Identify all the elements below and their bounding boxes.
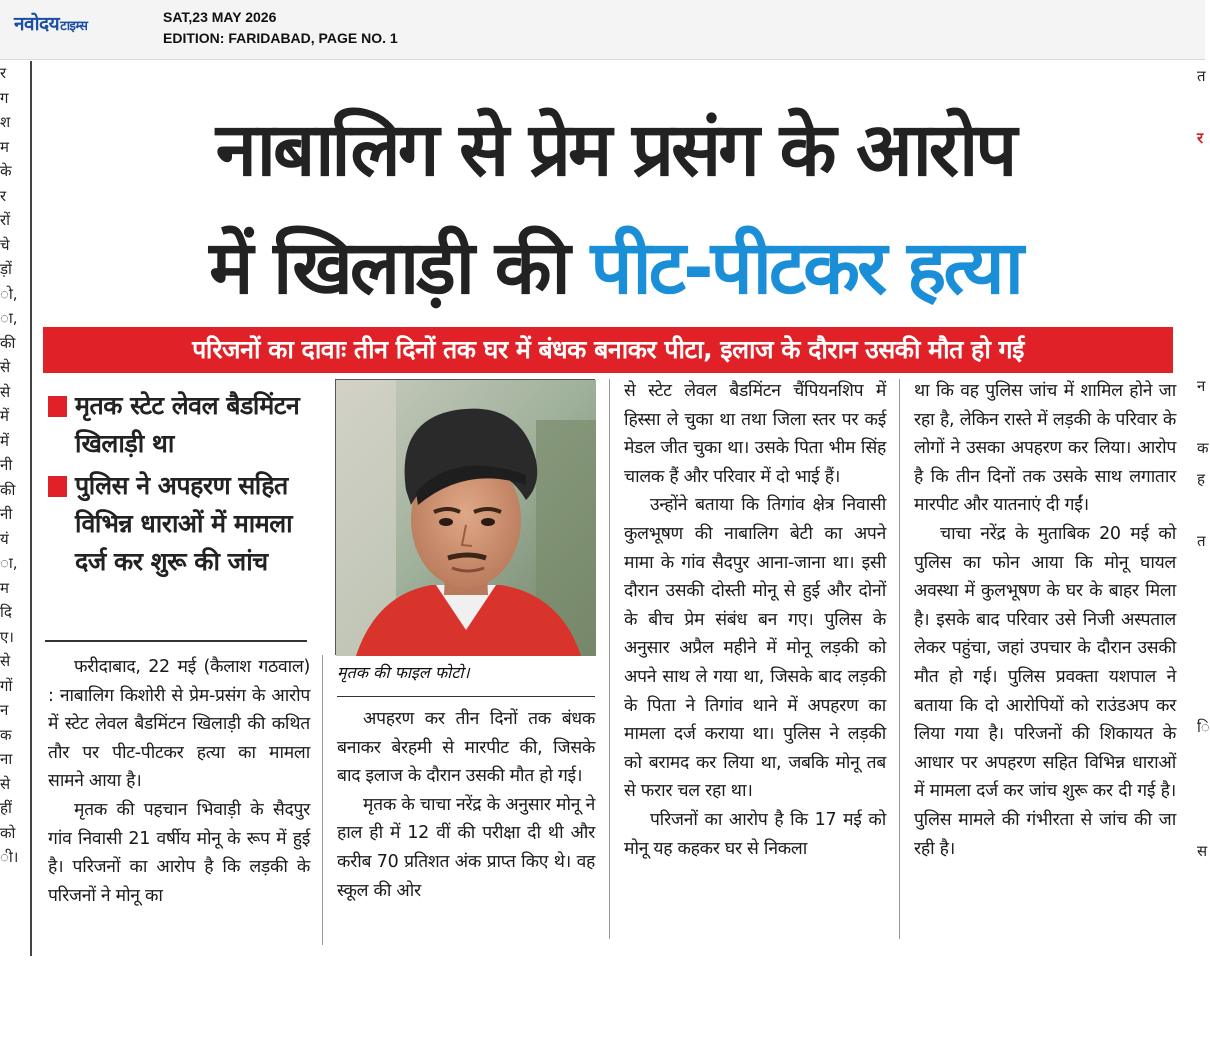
adjacent-text-fragment: ा,	[0, 309, 18, 327]
edition-date: SAT,23 MAY 2026	[163, 9, 277, 25]
column-divider	[30, 61, 32, 956]
adjacent-text-fragment: ि	[1197, 718, 1210, 736]
adjacent-text-fragment: र	[0, 186, 7, 205]
adjacent-text-fragment: र	[1197, 129, 1204, 147]
photo-caption: मृतक की फाइल फोटो।	[337, 663, 470, 682]
adjacent-text-fragment	[1197, 309, 1205, 340]
column-divider	[609, 379, 610, 939]
adjacent-text-fragment	[1197, 278, 1205, 309]
sub-headline-strap: परिजनों का दावाः तीन दिनों तक घर में बंधक बनाकर पीटा, इलाज के दौरान उसकी मौत हो गई	[43, 327, 1173, 373]
article-paragraph: मृतक के चाचा नरेंद्र के अनुसार मोनू ने हाल ही में 12 वीं की परीक्षा दी थी और करीब 70 प्रतिशत अंक प्राप्त किए थे। वह स्कूल की ओर	[337, 794, 595, 901]
adjacent-text-fragment	[1197, 650, 1205, 681]
victim-photo	[335, 379, 595, 655]
adjacent-text-fragment: ो,	[0, 284, 18, 303]
adjacent-text-fragment	[1197, 247, 1205, 278]
logo-sub: टाइम्स	[60, 19, 88, 34]
adjacent-text-fragment	[1197, 402, 1205, 433]
highlight-text: पुलिस ने अपहरण सहित विभिन्न धाराओं में मामला दर्ज कर शुरू की जांच	[75, 471, 293, 576]
article-paragraph: फरीदाबाद, 22 मई (कैलाश गठवाल) : नाबालिग किशोरी से प्रेम-प्रसंग के आरोप में स्टेट लेवल बैडमिंटन खिलाड़ी की कथित तौर पर पीट-पीटकर हत्या का मामला सामने आया है।	[48, 657, 310, 792]
adjacent-text-fragment: स	[1197, 842, 1208, 860]
adjacent-text-fragment: श	[0, 113, 11, 131]
adjacent-text-fragment: ड़ों	[0, 260, 12, 278]
headline-line-1: नाबालिग से प्रेम प्रसंग के आरोप	[215, 107, 1015, 193]
adjacent-text-fragment	[1197, 340, 1205, 371]
adjacent-text-fragment	[1197, 495, 1205, 526]
adjacent-article-right	[1197, 61, 1210, 956]
newspaper-logo[interactable]	[14, 10, 87, 36]
adjacent-text-fragment: यं	[0, 529, 9, 548]
adjacent-text-fragment: की	[0, 333, 16, 352]
adjacent-text-fragment: नी	[0, 456, 13, 474]
adjacent-text-fragment: नी	[0, 505, 13, 523]
adjacent-text-fragment: ए।	[0, 627, 14, 646]
divider-line	[45, 640, 307, 642]
adjacent-text-fragment: क	[0, 725, 12, 744]
adjacent-text-fragment: से	[0, 652, 11, 670]
adjacent-text-fragment	[1197, 774, 1205, 805]
bullet-square-icon	[48, 396, 67, 417]
adjacent-text-fragment: चे	[0, 235, 10, 254]
adjacent-text-fragment	[1197, 619, 1205, 650]
adjacent-text-fragment: त	[1197, 532, 1206, 550]
adjacent-text-fragment	[1197, 898, 1205, 929]
adjacent-text-fragment: हीं	[0, 799, 12, 817]
article-column-2	[337, 705, 595, 905]
article-paragraph: मृतक की पहचान भिवाड़ी के सैदपुर गांव निवासी 21 वर्षीय मोनू के रूप में हुई है। परिजनों का आरोप है कि लड़की के परिजनों ने मोनू का	[48, 799, 310, 906]
headline-line-2-blue: पीट-पीटकर हत्या	[590, 225, 1021, 311]
adjacent-text-fragment	[1197, 588, 1205, 619]
column-divider	[899, 379, 900, 939]
adjacent-text-fragment: ना	[0, 750, 13, 768]
adjacent-text-fragment	[1197, 185, 1205, 216]
headline	[40, 91, 1190, 327]
adjacent-text-fragment	[1197, 154, 1205, 185]
adjacent-text-fragment: से	[0, 358, 11, 376]
adjacent-text-fragment: में	[0, 407, 9, 425]
article-paragraph: चाचा नरेंद्र के मुताबिक 20 मई को पुलिस का फोन आया कि मोनू घायल अवस्था में कुलभूषण के घर के बाहर मिला है। इसके बाद परिवार उसे निजी अस्पताल लेकर पहुंचा, जहां उपचार के दौरान उसकी मौत हो गई। पुलिस प्रवक्ता यशपाल ने बताया कि दो आरोपियों को राउंडअप कर लिया गया है। परिजनों की शिकायत के आधार पर अपहरण सहित विभिन्न धाराओं में मामला दर्ज कर जांच शुरू कर दी गई है। पुलिस मामले की गंभीरता से जांच की जा रही है।	[914, 523, 1176, 859]
highlight-item	[48, 467, 314, 581]
adjacent-text-fragment: से	[0, 774, 11, 793]
adjacent-text-fragment: न	[0, 701, 9, 719]
adjacent-text-fragment: ी।	[0, 848, 19, 866]
adjacent-text-fragment: से	[0, 382, 11, 401]
article-paragraph: उन्होंने बताया कि तिगांव क्षेत्र निवासी कुलभूषण की नाबालिग बेटी का अपने मामा के गांव सैदपुर आना-जाना था। इसी दौरान उसकी दोस्ती मोनू से हुई और दोनों के बीच प्रेम संबंध बन गए। पुलिस के अनुसार अप्रैल महीने में मोनू लड़की को अपने साथ ले गया था, जिसके बाद लड़की के पिता ने तिगांव थाने में अपहरण का मामला दर्ज कराया था। पुलिस ने लड़की को बरामद कर लिया था, जबकि मोनू तब से फरार चल रहा था।	[624, 495, 886, 802]
adjacent-text-fragment: के	[0, 162, 12, 180]
highlights-box	[48, 387, 314, 585]
adjacent-text-fragment: क	[1197, 439, 1209, 457]
adjacent-text-fragment	[1197, 929, 1205, 960]
adjacent-text-fragment: में	[0, 431, 9, 450]
adjacent-text-fragment	[1197, 805, 1205, 836]
adjacent-text-fragment: ा,	[0, 554, 18, 572]
adjacent-text-fragment: की	[0, 480, 16, 499]
adjacent-text-fragment	[1197, 92, 1205, 123]
adjacent-text-fragment: ग	[0, 88, 9, 107]
adjacent-text-fragment	[1197, 1022, 1205, 1053]
adjacent-text-fragment: को	[0, 823, 16, 842]
bullet-square-icon	[48, 476, 67, 497]
highlight-item	[48, 387, 314, 463]
adjacent-text-fragment	[1197, 960, 1205, 991]
edition-info: EDITION: FARIDABAD, PAGE NO. 1	[163, 30, 398, 46]
column-divider	[322, 655, 323, 945]
headline-line-2-dark: में खिलाड़ी की	[209, 225, 591, 311]
adjacent-article-left	[0, 61, 19, 956]
article-column-3	[624, 377, 886, 863]
adjacent-text-fragment: त	[1197, 67, 1206, 85]
viewer-header	[0, 0, 1205, 60]
adjacent-text-fragment: म	[0, 578, 9, 597]
headline-line-2	[40, 209, 1190, 327]
adjacent-text-fragment	[1197, 557, 1205, 588]
adjacent-text-fragment: न	[1197, 377, 1206, 395]
highlight-text: मृतक स्टेट लेवल बैडमिंटन खिलाड़ी था	[75, 391, 300, 458]
adjacent-text-fragment	[1197, 991, 1205, 1022]
article-paragraph: से स्टेट लेवल बैडमिंटन चैंपियनशिप में हिस्सा ले चुका था तथा जिला स्तर पर कई मेडल जीत चुका था। उसके पिता भीम सिंह चालक हैं और परिवार में दो भाई हैं।	[624, 381, 886, 487]
adjacent-text-fragment	[1197, 216, 1205, 247]
adjacent-text-fragment: र	[0, 64, 7, 82]
article-column-1	[48, 653, 310, 910]
adjacent-text-fragment: गों	[0, 676, 13, 695]
adjacent-text-fragment: दि	[0, 603, 12, 621]
divider-line	[337, 696, 595, 697]
adjacent-text-fragment: ह	[1197, 470, 1205, 488]
logo-main: नवोदय	[14, 13, 60, 35]
adjacent-text-fragment	[1197, 867, 1205, 898]
article-paragraph: था कि वह पुलिस जांच में शामिल होने जा रहा है, लेकिन रास्ते में लड़की के परिवार के लोगों ने उसका अपहरण कर लिया। आरोप है कि तीन दिनों तक उसके साथ लगातार मारपीट और यातनाएं दी गईं।	[914, 381, 1176, 516]
article-paragraph: अपहरण कर तीन दिनों तक बंधक बनाकर बेरहमी से मारपीट की, जिसके बाद इलाज के दौरान उसकी मौत हो गई।	[337, 709, 595, 787]
portrait-image	[336, 380, 596, 656]
adjacent-text-fragment	[1197, 681, 1205, 712]
adjacent-text-fragment	[1197, 743, 1205, 774]
adjacent-text-fragment: म	[0, 137, 9, 156]
article-column-4	[914, 377, 1176, 863]
article-paragraph: परिजनों का आरोप है कि 17 मई को मोनू यह कहकर घर से निकला	[624, 809, 886, 859]
newspaper-page	[0, 61, 1210, 956]
adjacent-text-fragment: रों	[0, 211, 11, 229]
